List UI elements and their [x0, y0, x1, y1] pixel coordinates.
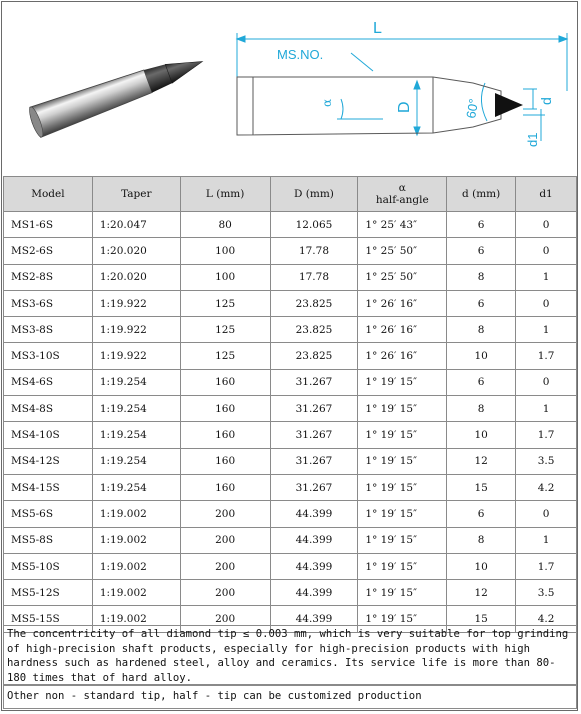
cell-d: 44.399 [270, 553, 358, 579]
cell-taper: 1:19.002 [92, 553, 180, 579]
cell-l: 200 [180, 606, 270, 632]
cell-l: 100 [180, 238, 270, 264]
cell-d: 6 [447, 501, 516, 527]
cell-d: 10 [447, 422, 516, 448]
cell-taper: 1:19.254 [92, 422, 180, 448]
header-half-angle [358, 177, 447, 212]
table-row [4, 212, 577, 238]
cell-l: 160 [180, 474, 270, 500]
cell-d: 6 [447, 290, 516, 316]
cell-d1: 4.2 [516, 474, 577, 500]
cell-model: MS5-15S [4, 606, 93, 632]
cell-angle: 1° 19′ 15″ [358, 580, 447, 606]
cell-l: 200 [180, 580, 270, 606]
cell-d: 8 [447, 527, 516, 553]
cell-model: MS5-8S [4, 527, 93, 553]
cell-angle: 1° 25′ 50″ [358, 238, 447, 264]
cell-d: 6 [447, 212, 516, 238]
cell-d: 12.065 [270, 212, 358, 238]
cell-d: 31.267 [270, 369, 358, 395]
cell-taper: 1:19.922 [92, 317, 180, 343]
cell-taper: 1:19.922 [92, 290, 180, 316]
cell-d: 23.825 [270, 343, 358, 369]
table-row [4, 317, 577, 343]
product-header [3, 3, 577, 175]
cell-d: 31.267 [270, 474, 358, 500]
header-taper: Taper [92, 177, 180, 212]
cell-taper: 1:19.002 [92, 580, 180, 606]
tool-photo [21, 39, 221, 139]
cell-taper: 1:19.002 [92, 527, 180, 553]
cell-angle: 1° 19′ 15″ [358, 474, 447, 500]
cell-l: 160 [180, 396, 270, 422]
cell-l: 100 [180, 264, 270, 290]
cell-d: 31.267 [270, 448, 358, 474]
cell-angle: 1° 25′ 43″ [358, 212, 447, 238]
cell-taper: 1:19.254 [92, 369, 180, 395]
table-row [4, 290, 577, 316]
cell-angle: 1° 19′ 15″ [358, 606, 447, 632]
cell-d1: 3.5 [516, 448, 577, 474]
spec-table [3, 176, 577, 633]
cell-model: MS2-8S [4, 264, 93, 290]
table-row [4, 343, 577, 369]
cell-d: 8 [447, 317, 516, 343]
table-row [4, 369, 577, 395]
cell-taper: 1:19.002 [92, 606, 180, 632]
cell-l: 125 [180, 290, 270, 316]
cell-angle: 1° 26′ 16″ [358, 290, 447, 316]
cell-model: MS1-6S [4, 212, 93, 238]
header-model: Model [4, 177, 93, 212]
cell-d: 8 [447, 396, 516, 422]
cell-angle: 1° 26′ 16″ [358, 343, 447, 369]
cell-model: MS5-12S [4, 580, 93, 606]
cell-taper: 1:19.002 [92, 501, 180, 527]
table-row [4, 474, 577, 500]
header-D: D (mm) [270, 177, 358, 212]
table-row [4, 448, 577, 474]
cell-d: 12 [447, 580, 516, 606]
cell-d: 10 [447, 343, 516, 369]
header-alpha-symbol: α [398, 182, 406, 194]
cell-d1: 1 [516, 527, 577, 553]
cell-d1: 0 [516, 290, 577, 316]
cell-angle: 1° 26′ 16″ [358, 317, 447, 343]
cell-d: 6 [447, 369, 516, 395]
header-half-angle-text: half-angle [375, 194, 429, 206]
cell-d1: 1.7 [516, 422, 577, 448]
cell-d1: 4.2 [516, 606, 577, 632]
cell-model: MS4-10S [4, 422, 93, 448]
cell-model: MS3-10S [4, 343, 93, 369]
table-row [4, 396, 577, 422]
cell-angle: 1° 19′ 15″ [358, 422, 447, 448]
cell-l: 125 [180, 343, 270, 369]
cell-d1: 1.7 [516, 343, 577, 369]
cell-l: 200 [180, 553, 270, 579]
cell-taper: 1:20.020 [92, 264, 180, 290]
cell-d: 10 [447, 553, 516, 579]
cell-angle: 1° 19′ 15″ [358, 448, 447, 474]
cell-angle: 1° 19′ 15″ [358, 501, 447, 527]
cell-d: 23.825 [270, 317, 358, 343]
cell-model: MS3-8S [4, 317, 93, 343]
cell-model: MS5-6S [4, 501, 93, 527]
label-60-degree: 60° [463, 97, 482, 120]
label-d: d [538, 97, 554, 105]
label-D: D [396, 101, 413, 113]
table-row [4, 553, 577, 579]
cell-d: 12 [447, 448, 516, 474]
cell-d: 15 [447, 474, 516, 500]
cell-d1: 1 [516, 264, 577, 290]
cell-d1: 3.5 [516, 580, 577, 606]
label-msno: MS.NO. [277, 47, 324, 62]
table-row [4, 422, 577, 448]
cell-angle: 1° 19′ 15″ [358, 396, 447, 422]
cell-model: MS4-6S [4, 369, 93, 395]
cell-angle: 1° 19′ 15″ [358, 553, 447, 579]
cell-d: 6 [447, 238, 516, 264]
cell-d: 44.399 [270, 606, 358, 632]
cell-taper: 1:19.254 [92, 396, 180, 422]
cell-taper: 1:19.922 [92, 343, 180, 369]
cell-model: MS4-8S [4, 396, 93, 422]
cell-d: 31.267 [270, 396, 358, 422]
header-d1: d1 [516, 177, 577, 212]
cell-d1: 1 [516, 317, 577, 343]
cell-d1: 1 [516, 396, 577, 422]
cell-taper: 1:19.254 [92, 474, 180, 500]
cell-taper: 1:20.020 [92, 238, 180, 264]
table-row [4, 580, 577, 606]
cell-model: MS2-6S [4, 238, 93, 264]
table-header-row [4, 177, 577, 212]
cell-d1: 1.7 [516, 553, 577, 579]
label-d1: d1 [525, 132, 540, 147]
cell-l: 200 [180, 501, 270, 527]
cell-model: MS4-12S [4, 448, 93, 474]
cell-d1: 0 [516, 369, 577, 395]
cell-d: 44.399 [270, 527, 358, 553]
cell-l: 125 [180, 317, 270, 343]
header-L: L (mm) [180, 177, 270, 212]
cell-l: 160 [180, 369, 270, 395]
cell-d: 23.825 [270, 290, 358, 316]
cell-model: MS4-15S [4, 474, 93, 500]
customization-note: Other non - standard tip, half - tip can be customized production [3, 685, 577, 709]
cell-d1: 0 [516, 501, 577, 527]
cell-l: 200 [180, 527, 270, 553]
cell-model: MS3-6S [4, 290, 93, 316]
label-L: L [373, 20, 382, 37]
table-row [4, 264, 577, 290]
cell-d: 31.267 [270, 422, 358, 448]
cell-d: 15 [447, 606, 516, 632]
table-row [4, 501, 577, 527]
cell-d1: 0 [516, 212, 577, 238]
cell-l: 160 [180, 422, 270, 448]
table-row [4, 238, 577, 264]
cell-angle: 1° 25′ 50″ [358, 264, 447, 290]
header-d: d (mm) [447, 177, 516, 212]
table-row [4, 527, 577, 553]
cell-d: 17.78 [270, 238, 358, 264]
cell-taper: 1:19.254 [92, 448, 180, 474]
cell-taper: 1:20.047 [92, 212, 180, 238]
cell-angle: 1° 19′ 15″ [358, 527, 447, 553]
cell-d: 8 [447, 264, 516, 290]
cell-l: 80 [180, 212, 270, 238]
label-alpha: α [320, 98, 334, 107]
cell-d: 17.78 [270, 264, 358, 290]
cell-d: 44.399 [270, 501, 358, 527]
cell-l: 160 [180, 448, 270, 474]
concentricity-note: The concentricity of all diamond tip ≤ 0.003 mm, which is very suitable for top grinding of high-precision shaft products, especially for high-precision products with high hardness such as hardened steel, alloy and ceramics. Its service life is more than 80-180 times that of hard alloy. [3, 625, 577, 685]
dimension-diagram [233, 9, 573, 169]
cell-angle: 1° 19′ 15″ [358, 369, 447, 395]
cell-model: MS5-10S [4, 553, 93, 579]
cell-d1: 0 [516, 238, 577, 264]
cell-d: 44.399 [270, 580, 358, 606]
